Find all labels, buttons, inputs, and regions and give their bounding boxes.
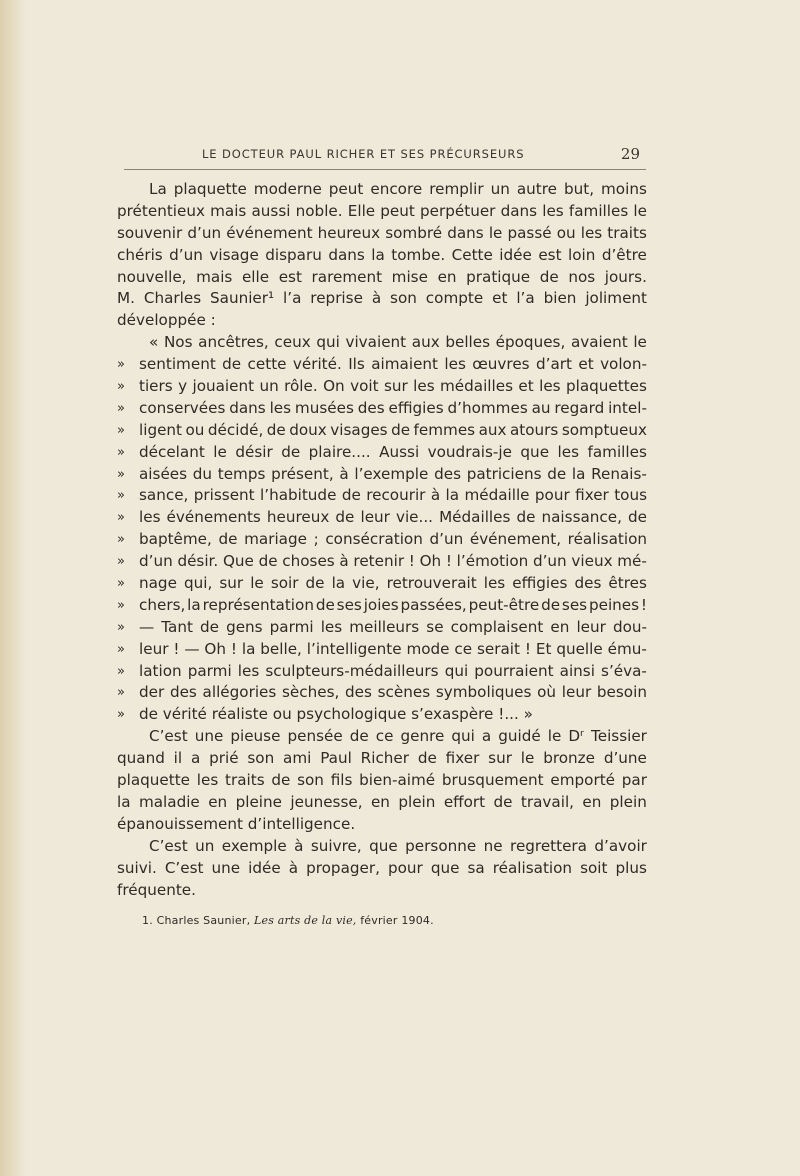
footnote-author: Charles Saunier, [156, 914, 251, 927]
line-text: souvenir d’un événement heureux sombré dans le passé ou les traits [117, 223, 647, 242]
quote-mark: » [117, 619, 125, 635]
quote-mark: » [117, 597, 125, 613]
quote-line [117, 639, 647, 661]
running-header [124, 147, 646, 170]
quote-mark: » [117, 379, 125, 395]
quote-line [117, 507, 647, 529]
text-line [117, 770, 647, 792]
line-text: nouvelle, mais elle est rarement mise en pratique de nos jours. [117, 267, 647, 286]
line-text: baptême, de mariage ; consécration d’un événement, réalisation [139, 530, 647, 549]
quote-mark: » [117, 532, 125, 548]
quote-line [117, 661, 647, 683]
line-text: leur ! — Oh ! la belle, l’intelligente mode ce serait ! Et quelle ému- [139, 639, 647, 658]
quote-mark: » [117, 663, 125, 679]
quote-line: » de vérité réaliste ou psychologique s’exaspère !... » [117, 704, 647, 726]
line-text: sentiment de cette vérité. Ils aimaient les œuvres d’art et volon- [139, 355, 647, 374]
quote-line [117, 442, 647, 464]
quote-line [117, 464, 647, 486]
line-text: quand il a prié son ami Paul Richer de fixer sur le bronze d’une [117, 749, 647, 768]
line-text: tiers y jouaient un rôle. On voit sur les médailles et les plaquettes [139, 377, 647, 396]
line-text: sance, prissent l’habitude de recourir à la médaille pour fixer tous [139, 486, 647, 505]
line-text: La plaquette moderne peut encore remplir un autre but, moins [149, 180, 647, 198]
header-title: LE DOCTEUR PAUL RICHER ET SES PRÉCURSEURS [202, 147, 525, 161]
line-text: les événements heureux de leur vie... Médailles de naissance, de [139, 508, 647, 527]
footnote [142, 914, 434, 927]
quote-line [117, 332, 647, 354]
text-line [117, 267, 647, 289]
line-text: chers, la représentation de ses joies passées, peut-être de ses peines ! [139, 595, 647, 614]
line-text: d’un désir. Que de choses à retenir ! Oh ! l’émotion d’un vieux mé- [139, 552, 647, 571]
quote-mark: » [117, 641, 125, 657]
text-line [117, 858, 647, 880]
line-text: plaquette les traits de son fils bien-aimé brusquement emporté par [117, 771, 647, 790]
quote-mark: » [117, 422, 125, 438]
quote-mark: » [117, 576, 125, 592]
page-number: 29 [620, 145, 640, 163]
line-text: prétentieux mais aussi noble. Elle peut perpétuer dans les familles le [117, 201, 647, 220]
quote-line [117, 595, 647, 617]
text-line: développée : [117, 311, 216, 330]
line-text: suivi. C’est une idée à propager, pour que sa réalisation soit plus [117, 858, 647, 877]
quote-line [117, 398, 647, 420]
text-line [117, 179, 647, 201]
quote-mark: » [117, 554, 125, 570]
quote-line [117, 682, 647, 704]
text-line: fréquente. [117, 880, 196, 899]
body-text [117, 179, 647, 901]
text-line [117, 245, 647, 267]
line-text: M. Charles Saunier¹ l’a reprise à son compte et l’a bien joliment [117, 289, 647, 308]
quote-line [117, 617, 647, 639]
quote-mark: » [117, 444, 125, 460]
quote-line [117, 551, 647, 573]
quote-line [117, 529, 647, 551]
line-text: lation parmi les sculpteurs-médailleurs qui pourraient ainsi s’éva- [139, 661, 647, 680]
quote-mark: » [117, 510, 125, 526]
line-text: « Nos ancêtres, ceux qui vivaient aux belles époques, avaient le [149, 333, 647, 352]
quote-line [117, 485, 647, 507]
line-text: la maladie en pleine jeunesse, en plein effort de travail, en plein [117, 792, 647, 811]
line-text: aisées du temps présent, à l’exemple des patriciens de la Renais- [139, 464, 647, 483]
footnote-date: février 1904. [360, 914, 434, 927]
quote-mark: » [117, 466, 125, 482]
line-text: conservées dans les musées des effigies d’hommes au regard intel- [139, 398, 647, 417]
text-line [117, 223, 647, 245]
page-edge [0, 0, 26, 1176]
quote-line [117, 376, 647, 398]
footnote-number: 1. [142, 914, 153, 927]
quote-line [117, 420, 647, 442]
quote-line [117, 573, 647, 595]
text-line [117, 726, 647, 748]
text-line [117, 288, 647, 310]
line-text: C’est une pieuse pensée de ce genre qui a guidé le Dʳ Teissier [149, 727, 647, 746]
line-text: C’est un exemple à suivre, que personne ne regrettera d’avoir [149, 836, 647, 855]
text-line [117, 748, 647, 770]
line-text: — Tant de gens parmi les meilleurs se complaisent en leur dou- [139, 617, 647, 636]
footnote-title: Les arts de la vie, [254, 914, 357, 927]
line-text: ligent ou décidé, de doux visages de femmes aux atours somptueux [139, 420, 647, 439]
line-text: chéris d’un visage disparu dans la tombe. Cette idée est loin d’être [117, 245, 647, 264]
line-text: décelant le désir de plaire.... Aussi voudrais-je que les familles [139, 442, 647, 461]
quote-mark: » [117, 685, 125, 701]
text-line [117, 201, 647, 223]
line-text: nage qui, sur le soir de la vie, retrouverait les effigies des êtres [139, 574, 647, 593]
line-text: der des allégories sèches, des scènes symboliques où leur besoin [139, 683, 647, 702]
text-line [117, 792, 647, 814]
quote-mark: » [117, 488, 125, 504]
quote-mark: » [117, 357, 125, 373]
text-line [117, 836, 647, 858]
quote-mark: » [117, 400, 125, 416]
text-line: épanouissement d’intelligence. [117, 814, 356, 833]
quote-line [117, 354, 647, 376]
quote-mark: » [117, 707, 125, 723]
